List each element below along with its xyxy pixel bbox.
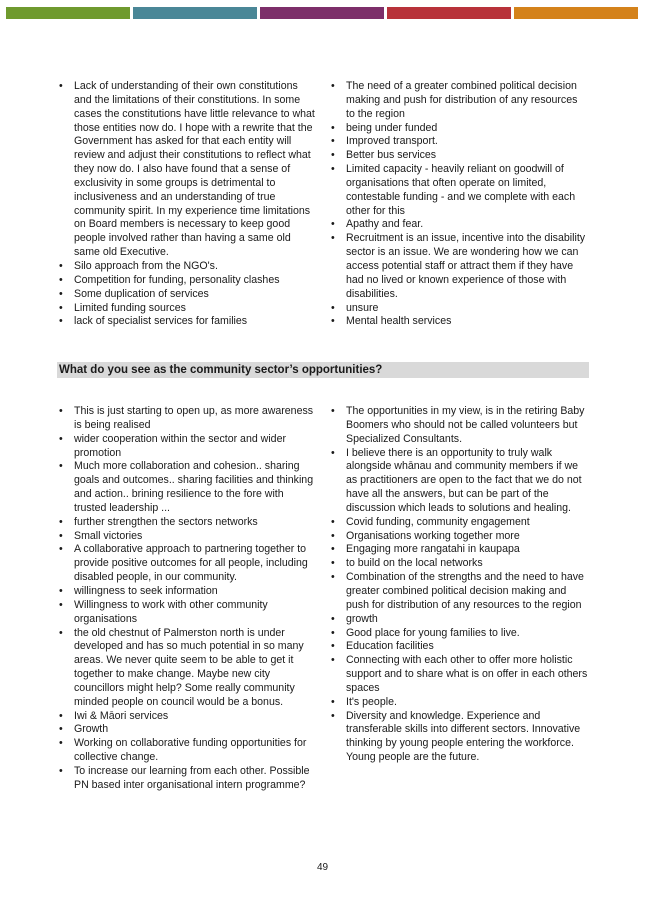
list-item-text: Education facilities xyxy=(346,640,434,653)
list-item-text: wider cooperation within the sector and wider promotion xyxy=(74,432,286,459)
list-item-text: The opportunities in my view, is in the retiring Baby Boomers who should not be called volunteers but Specialized Consultants. xyxy=(346,405,585,445)
bullet-icon: • xyxy=(331,446,335,459)
challenges-list-right xyxy=(331,80,589,329)
bullet-icon: • xyxy=(59,529,63,542)
opportunities-list-right xyxy=(331,405,589,765)
list-item-text: to build on the local networks xyxy=(346,557,483,570)
bullet-icon: • xyxy=(331,232,335,245)
list-item-text: Lack of understanding of their own constitutions and the limitations of their constitutions. In some cases the constitutions have little relevance to what those entities now do. I hope with a rewrite that the Government has asked for that each entity will review and adjust their constitutions to reflect what they now do. I also have found that a sense of exclusivity in some groups is detrimental to inclusiveness and an understanding of true community spirit. In my experience time limitations on Board members is necessary to keep good people involved rather than having a same old same old Executive. xyxy=(74,80,315,259)
list-item xyxy=(59,302,317,316)
bullet-icon: • xyxy=(331,695,335,708)
list-item-text: Organisations working together more xyxy=(346,529,520,542)
list-item xyxy=(331,122,589,136)
list-item-text: being under funded xyxy=(346,121,438,134)
bullet-icon: • xyxy=(59,764,63,777)
opportunities-list-left xyxy=(59,405,317,793)
list-item-text: Combination of the strengths and the need to have greater combined political decision making and push for distribution of any resources to the region xyxy=(346,571,584,611)
list-item xyxy=(331,710,589,765)
list-item xyxy=(331,218,589,232)
list-item-text: Much more collaboration and cohesion.. sharing goals and outcomes.. sharing facilities and thinking and action.. brining resilience to the fore with trusted leadership ... xyxy=(74,460,314,514)
bullet-icon: • xyxy=(59,543,63,556)
list-item xyxy=(59,80,317,260)
bullet-icon: • xyxy=(59,259,63,272)
list-item-text: This is just starting to open up, as more awareness is being realised xyxy=(74,405,314,431)
bullet-icon: • xyxy=(59,460,63,473)
list-item-text: Limited capacity - heavily reliant on goodwill of organisations that often operate on limited, contestable funding - and we complete with each other for this xyxy=(346,163,576,217)
list-item-text: Apathy and fear. xyxy=(346,218,424,231)
list-item xyxy=(331,627,589,641)
color-bar-segment xyxy=(260,7,384,19)
bullet-icon: • xyxy=(59,405,63,417)
bullet-icon: • xyxy=(331,557,335,570)
list-item-text: Competition for funding, personality clashes xyxy=(74,273,280,286)
list-item xyxy=(331,315,589,329)
list-item-text: Some duplication of services xyxy=(74,287,209,300)
bullet-icon: • xyxy=(59,315,63,328)
list-item-text: It's people. xyxy=(346,695,397,708)
list-item xyxy=(59,315,317,329)
list-item-text: Mental health services xyxy=(346,315,452,328)
list-item-text: Small victories xyxy=(74,529,143,542)
opportunities-heading: What do you see as the community sector’s opportunities? xyxy=(57,362,589,378)
list-item xyxy=(331,557,589,571)
bullet-icon: • xyxy=(331,640,335,653)
bullet-icon: • xyxy=(59,737,63,750)
list-item xyxy=(331,302,589,316)
bullet-icon: • xyxy=(59,80,63,92)
bullet-icon: • xyxy=(331,515,335,528)
list-item xyxy=(59,585,317,599)
list-item xyxy=(59,460,317,515)
color-bar-segment xyxy=(133,7,257,19)
list-item-text: willingness to seek information xyxy=(74,584,218,597)
list-item xyxy=(59,737,317,765)
color-bar-segment xyxy=(514,7,638,19)
list-item xyxy=(331,640,589,654)
list-item-text: The need of a greater combined political decision making and push for distribution of any resources to the region xyxy=(346,80,578,120)
list-item-text: Willingness to work with other community organisations xyxy=(74,598,268,625)
bullet-icon: • xyxy=(331,626,335,639)
list-item xyxy=(59,405,317,433)
list-item-text: unsure xyxy=(346,301,379,314)
list-item-text: Connecting with each other to offer more holistic support and to share what is on offer in each others spaces xyxy=(346,654,588,694)
bullet-icon: • xyxy=(331,218,335,231)
bullet-icon: • xyxy=(59,515,63,528)
bullet-icon: • xyxy=(331,163,335,176)
list-item xyxy=(331,149,589,163)
list-item-text: Diversity and knowledge. Experience and transferable skills into different sectors. Innovative thinking by young people entering the workforce. Young people are the future. xyxy=(346,709,581,764)
bullet-icon: • xyxy=(59,273,63,286)
list-item xyxy=(59,274,317,288)
list-item-text: Silo approach from the NGO's. xyxy=(74,259,218,272)
bullet-icon: • xyxy=(59,584,63,597)
bullet-icon: • xyxy=(331,709,335,722)
list-item-text: the old chestnut of Palmerston north is under developed and has so much potential in so many areas. We never quite seem to be able to get it together to make change. Maybe new city councillors might help? Some really community minded people on council would be a bonus. xyxy=(74,626,304,708)
list-item-text: lack of specialist services for families xyxy=(74,315,248,328)
list-item xyxy=(59,543,317,585)
bullet-icon: • xyxy=(331,149,335,162)
bullet-icon: • xyxy=(331,301,335,314)
bullet-icon: • xyxy=(59,598,63,611)
list-item-text: To increase our learning from each other. Possible PN based inter organisational intern programme? xyxy=(74,764,310,791)
list-item-text: Better bus services xyxy=(346,149,437,162)
list-item xyxy=(331,80,589,122)
list-item-text: A collaborative approach to partnering together to provide positive outcomes for all people, including disabled people, in our community. xyxy=(74,543,308,584)
list-item xyxy=(331,530,589,544)
bullet-icon: • xyxy=(331,80,335,92)
list-item xyxy=(59,723,317,737)
bullet-icon: • xyxy=(59,723,63,736)
list-item-text: Limited funding sources xyxy=(74,301,186,314)
list-item-text: I believe there is an opportunity to truly walk alongside whānau and community members if we as practitioners are open to the fact that we do not have all the answers, but can be part of the discussion which leads to solutions and healing. xyxy=(346,446,582,514)
bullet-icon: • xyxy=(331,543,335,556)
list-item-text: further strengthen the sectors networks xyxy=(74,515,258,528)
list-item-text: Good place for young families to live. xyxy=(346,626,520,639)
bullet-icon: • xyxy=(331,612,335,625)
bullet-icon: • xyxy=(59,709,63,722)
color-bar-segment xyxy=(6,7,130,19)
list-item xyxy=(59,599,317,627)
list-item-text: Iwi & Māori services xyxy=(74,709,169,722)
bullet-icon: • xyxy=(331,405,335,417)
list-item xyxy=(331,696,589,710)
list-item xyxy=(331,516,589,530)
bullet-icon: • xyxy=(331,654,335,667)
color-bar-segment xyxy=(387,7,511,19)
challenges-list-left xyxy=(59,80,317,329)
list-item xyxy=(331,654,589,696)
bullet-icon: • xyxy=(331,315,335,328)
bullet-icon: • xyxy=(331,529,335,542)
list-item xyxy=(331,163,589,218)
list-item xyxy=(59,433,317,461)
bullet-icon: • xyxy=(331,121,335,134)
list-item-text: Covid funding, community engagement xyxy=(346,515,530,528)
bullet-icon: • xyxy=(331,135,335,148)
page-number: 49 xyxy=(316,862,329,873)
top-color-bar xyxy=(6,7,638,19)
list-item xyxy=(59,765,317,793)
bullet-icon: • xyxy=(59,626,63,639)
list-item-text: Working on collaborative funding opportunities for collective change. xyxy=(74,737,307,764)
list-item-text: Growth xyxy=(74,723,109,736)
bullet-icon: • xyxy=(59,432,63,445)
list-item-text: Engaging more rangatahi in kaupapa xyxy=(346,543,520,556)
list-item-text: Recruitment is an issue, incentive into the disability sector is an issue. We are wondering how we can access potential staff or attract them if they have had no lived or known experience of those with disabilities. xyxy=(346,232,586,300)
list-item xyxy=(331,613,589,627)
list-item xyxy=(331,135,589,149)
list-item xyxy=(331,405,589,447)
list-item xyxy=(59,710,317,724)
list-item xyxy=(331,543,589,557)
bullet-icon: • xyxy=(59,301,63,314)
list-item xyxy=(59,516,317,530)
list-item xyxy=(59,530,317,544)
bullet-icon: • xyxy=(331,571,335,584)
list-item xyxy=(331,232,589,301)
list-item-text: Improved transport. xyxy=(346,135,438,148)
list-item xyxy=(331,571,589,613)
list-item xyxy=(59,288,317,302)
list-item xyxy=(59,260,317,274)
bullet-icon: • xyxy=(59,287,63,300)
list-item xyxy=(59,627,317,710)
list-item xyxy=(331,447,589,516)
list-item-text: growth xyxy=(346,612,378,625)
